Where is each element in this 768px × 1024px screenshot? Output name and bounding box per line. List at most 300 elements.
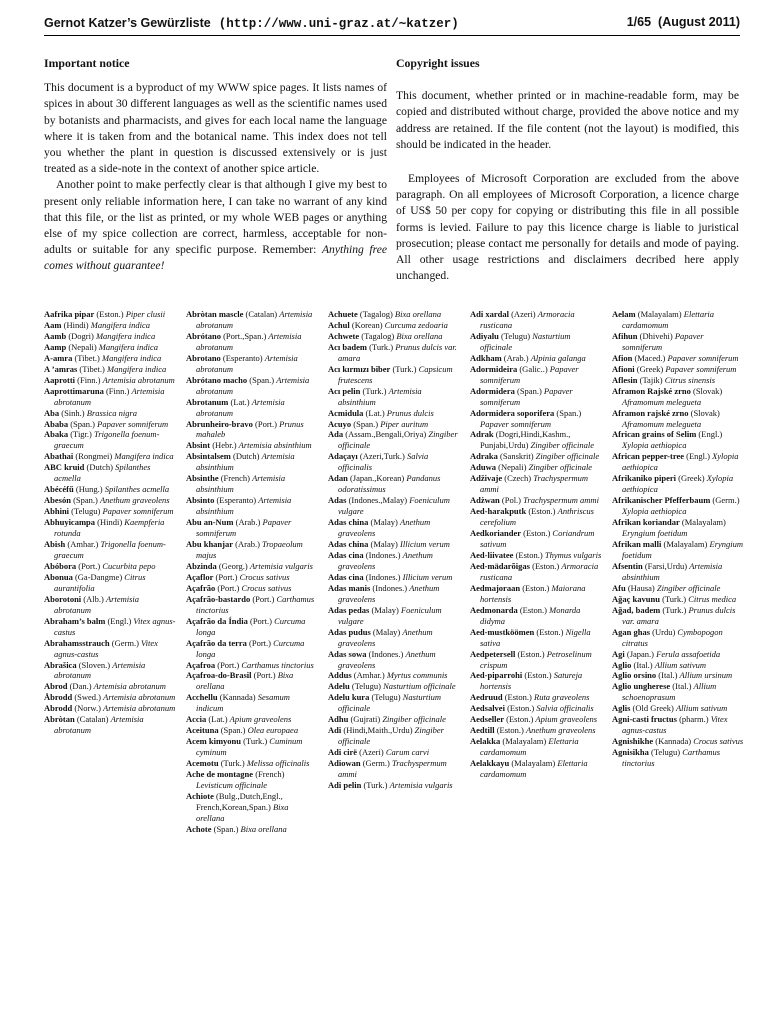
- entry-term: Açafrão da terra: [186, 637, 247, 648]
- entry-term: Abu khanjar: [186, 539, 234, 550]
- entry-botanical-name: Bixa orellana: [396, 330, 443, 341]
- entry-language: (Azeri): [359, 747, 384, 758]
- entry-botanical-name: Prunus dulcis: [386, 407, 434, 418]
- entry-botanical-name: Olea europaea: [247, 725, 299, 736]
- entry-language: (Tibet.): [74, 352, 100, 363]
- index-entry: [328, 605, 460, 627]
- index-entry: [44, 429, 176, 451]
- entry-botanical-name: Anethum graveolens: [338, 648, 436, 670]
- entry-term: Afihun: [612, 330, 638, 341]
- entry-term: Achwete: [328, 330, 360, 341]
- entry-term: Ağaç kavunu: [612, 593, 660, 604]
- index-entry: [470, 649, 602, 671]
- entry-term: Aborotoni: [44, 593, 82, 604]
- entry-language: (Eston.): [517, 648, 545, 659]
- index-entry: [470, 605, 602, 627]
- entry-botanical-name: Artemisia absinthium: [196, 451, 295, 473]
- entry-botanical-name: Cuminum cyminum: [196, 736, 303, 758]
- entry-botanical-name: Salvia officinalis: [536, 703, 594, 714]
- index-entry: [470, 506, 602, 528]
- entry-botanical-name: Anethum graveolens: [338, 549, 433, 571]
- entry-language: (Assam.,Bengali,Oriya): [345, 429, 427, 440]
- entry-botanical-name: Crocus sativus: [241, 582, 292, 593]
- entry-language: (Malay): [371, 604, 399, 615]
- entry-botanical-name: Artemisia abrotanum: [54, 659, 146, 681]
- entry-term: Açaflor: [186, 571, 214, 582]
- entry-language: (Malayalam): [502, 736, 547, 747]
- entry-language: (Malay): [370, 539, 398, 550]
- entry-term: Adas pudus: [328, 626, 371, 637]
- index-entry: [328, 386, 460, 408]
- index-entry: [44, 342, 176, 353]
- entry-term: Afion: [612, 352, 633, 363]
- index-entry: [44, 517, 176, 539]
- entry-botanical-name: Nasturtium officinale: [480, 330, 571, 352]
- entry-language: (Lat.): [365, 407, 385, 418]
- entry-term: Acmidula: [328, 407, 364, 418]
- entry-botanical-name: Allium sativum: [675, 703, 728, 714]
- entry-language: (Span.): [556, 407, 582, 418]
- entry-term: Aedmajoraan: [470, 582, 521, 593]
- index-entry: [612, 375, 744, 386]
- index-entry: [186, 692, 318, 714]
- entry-language: (Eston.): [515, 549, 543, 560]
- index-entry: [328, 320, 460, 331]
- entry-language: (Pol.): [501, 495, 522, 506]
- entry-term: Abrodd: [44, 703, 73, 714]
- index-entry: [328, 495, 460, 517]
- entry-botanical-name: Allium ursinum: [679, 670, 733, 681]
- entry-language: (Span.): [249, 374, 275, 385]
- index-entry: [470, 550, 602, 561]
- entry-language: (Arab.): [235, 517, 261, 528]
- entry-term: Adas: [328, 495, 347, 506]
- entry-language: (Port.): [217, 659, 240, 670]
- entry-botanical-name: Aframomum melegueta: [622, 418, 702, 429]
- index-entry: [186, 660, 318, 671]
- index-entry: [44, 703, 176, 714]
- entry-term: Açafroa: [186, 659, 216, 670]
- entry-botanical-name: Artemisia abrotanum: [196, 309, 313, 330]
- entry-language: (Telugu): [351, 681, 382, 692]
- entry-term: Adi pelin: [328, 779, 362, 790]
- index-entry: [186, 583, 318, 594]
- entry-term: Abhini: [44, 506, 70, 517]
- entry-botanical-name: Zingiber officinale: [656, 582, 721, 593]
- entry-term: African pepper-tree: [612, 451, 684, 462]
- entry-term: Aedmonarda: [470, 604, 518, 615]
- index-entry: [44, 451, 176, 462]
- entry-language: (Tagalog): [361, 330, 395, 341]
- index-entry: [328, 627, 460, 649]
- index-entry: [186, 725, 318, 736]
- entry-language: (Esperanto): [222, 352, 263, 363]
- entry-term: Aglio: [612, 659, 632, 670]
- entry-term: Açafrão: [186, 582, 216, 593]
- index-entry: [470, 736, 602, 758]
- entry-language: (Eston.): [532, 560, 560, 571]
- index-entry: [470, 386, 602, 408]
- entry-term: Aedtill: [470, 725, 495, 736]
- entry-language: (Hausa): [627, 582, 655, 593]
- index-entry: [44, 660, 176, 682]
- header-left: [44, 15, 459, 31]
- index-entry: [470, 627, 602, 649]
- entry-botanical-name: Papaver somniferum: [665, 363, 737, 374]
- entry-language: (Amhar.): [67, 539, 99, 550]
- entry-botanical-name: Nasturtium officinale: [383, 681, 456, 692]
- entry-botanical-name: Kaempferia rotunda: [54, 517, 165, 539]
- index-entry: [328, 429, 460, 451]
- index-entry: [612, 703, 744, 714]
- entry-term: Acı pelin: [328, 385, 361, 396]
- index-entry: [44, 320, 176, 331]
- entry-botanical-name: Anethum graveolens: [338, 582, 440, 604]
- entry-botanical-name: Artemisia abrotanum: [54, 714, 144, 736]
- important-notice-heading: Important notice: [44, 56, 130, 70]
- entry-botanical-name: Artemisia vulgaris: [389, 779, 453, 790]
- index-entry: [44, 331, 176, 342]
- entry-term: Abesón: [44, 495, 71, 506]
- entry-term: Adas cina: [328, 549, 364, 560]
- entry-language: (Indones.): [365, 549, 401, 560]
- entry-term: A-amra: [44, 352, 73, 363]
- entry-botanical-name: Ferula assafoetida: [656, 648, 721, 659]
- index-entry: [612, 309, 744, 331]
- index-entry: [470, 473, 602, 495]
- entry-term: Afsentin: [612, 560, 643, 571]
- entry-term: A ’amras: [44, 363, 78, 374]
- entry-language: (Hindi): [97, 517, 123, 528]
- entry-term: Aedkoriander: [470, 528, 521, 539]
- entry-language: (Malayalam): [511, 758, 556, 769]
- copyright-paragraph-1: This document, whether printed or in machine-readable form, may be copied and distributed without charge, provided the above notice and my address are retained. If the file content (not the layout) is modified, this should be indicated in the header.: [396, 89, 739, 151]
- entry-botanical-name: Thymus vulgaris: [544, 549, 602, 560]
- index-entry: [186, 397, 318, 419]
- index-entry: [328, 780, 460, 791]
- entry-botanical-name: Allium schoenoprasum: [622, 681, 717, 703]
- entry-botanical-name: Allium sativum: [654, 659, 706, 670]
- entry-botanical-name: Brassica nigra: [86, 407, 138, 418]
- entry-term: Açafrão da Índia: [186, 615, 248, 626]
- entry-term: Aaprotti: [44, 374, 76, 385]
- entry-term: Ache de montagne: [186, 769, 254, 780]
- entry-language: (Azeri): [511, 309, 536, 319]
- entry-term: Adas sowa: [328, 648, 367, 659]
- entry-botanical-name: Piper auritum: [380, 418, 429, 429]
- entry-botanical-name: Nigella sativa: [480, 626, 591, 648]
- entry-term: Agi: [612, 648, 625, 659]
- index-entry: [328, 550, 460, 572]
- entry-language: (Hebr.): [212, 440, 237, 451]
- entry-botanical-name: Mangifera indica: [106, 363, 167, 374]
- entry-language: (Finn.): [105, 385, 130, 396]
- entry-term: Aglio orsino: [612, 670, 657, 681]
- entry-language: (Port.): [250, 615, 272, 626]
- entry-language: (Germ.): [362, 758, 390, 769]
- entry-botanical-name: Eryngium foetidum: [622, 539, 744, 560]
- entry-language: (Slovak): [690, 407, 720, 418]
- entry-botanical-name: Artemisia abrotanum: [103, 703, 176, 714]
- entry-language: (Eston.): [507, 703, 535, 714]
- entry-botanical-name: Vitex agnus-castus: [54, 615, 176, 637]
- entry-term: Abu an-Num: [186, 517, 234, 528]
- entry-botanical-name: Crocus sativus: [693, 736, 744, 747]
- index-entry: [44, 364, 176, 375]
- entry-term: Acemotu: [186, 758, 219, 769]
- entry-language: (Tibet.): [79, 363, 105, 374]
- entry-botanical-name: Artemisia absinthium: [238, 440, 312, 451]
- entry-language: (Maced.): [634, 352, 666, 363]
- entry-term: Abrótano macho: [186, 374, 248, 385]
- index-entry: [612, 561, 744, 583]
- entry-language: (pharm.): [679, 714, 709, 725]
- entry-botanical-name: Tropaeolum majus: [196, 539, 303, 560]
- index-entry: [328, 517, 460, 539]
- entry-language: (Ital.): [633, 659, 653, 670]
- index-entry: [44, 616, 176, 638]
- index-entry: [328, 539, 460, 550]
- index-entry: [612, 331, 744, 353]
- index-entry: [328, 364, 460, 386]
- entry-botanical-name: Trachyspermum ammi: [523, 495, 599, 506]
- entry-term: Afioni: [612, 363, 635, 374]
- index-entry: [328, 331, 460, 342]
- entry-term: Adi cirë: [328, 747, 358, 758]
- entry-term: Abhuyicampa: [44, 517, 96, 528]
- entry-language: (Japan.): [626, 648, 655, 659]
- entry-term: Aedsalvei: [470, 703, 505, 714]
- entry-botanical-name: Papaver somniferum: [622, 330, 704, 352]
- entry-botanical-name: Carthamus tinctorius: [622, 747, 721, 769]
- entry-language: (Catalan): [76, 714, 109, 725]
- index-entry: [612, 714, 744, 736]
- entry-language: (Germ.): [712, 495, 740, 506]
- entry-language: (Hung.): [75, 484, 103, 495]
- entry-language: (Malayalam): [681, 517, 726, 528]
- entry-language: (Greek): [678, 473, 705, 484]
- entry-botanical-name: Citrus aurantifolia: [54, 571, 146, 593]
- entry-term: Accia: [186, 714, 207, 725]
- entry-term: Adas manis: [328, 582, 371, 593]
- entry-term: Abròtan: [44, 714, 75, 725]
- entry-language: (Indones.): [365, 571, 401, 582]
- entry-term: Ağad, badem: [612, 604, 661, 615]
- entry-term: Adas china: [328, 539, 369, 550]
- header-url[interactable]: (http://www.uni-graz.at/∼katzer): [218, 17, 459, 31]
- entry-botanical-name: Armoracia rusticana: [480, 309, 575, 330]
- entry-language: (Japan.,Korean): [349, 473, 405, 484]
- entry-botanical-name: Xylopia aethiopica: [622, 440, 687, 451]
- entry-language: (Engl.): [107, 615, 132, 626]
- entry-language: (Turk.): [662, 604, 687, 615]
- entry-language: (Amhar.): [353, 670, 385, 681]
- index-entry: [612, 583, 744, 594]
- index-entry: [328, 451, 460, 473]
- entry-term: Absintalsem: [186, 451, 231, 462]
- entry-language: (Farsi,Urdu): [644, 560, 688, 571]
- entry-botanical-name: Mangifera indica: [95, 330, 156, 341]
- index-entry: [186, 769, 318, 791]
- entry-botanical-name: Trachyspermum ammi: [480, 473, 589, 495]
- index-entry: [328, 681, 460, 692]
- index-entry: [470, 364, 602, 386]
- entry-term: Abraham’s balm: [44, 615, 106, 626]
- entry-term: Abonua: [44, 571, 73, 582]
- entry-term: Agni-casti fructus: [612, 714, 677, 725]
- entry-language: (Lat.): [230, 396, 250, 407]
- notice-paragraph-1: This document is a byproduct of my WWW spice pages. It lists names of spices in about 30 different languages as well as the scientific names used by botanists and pharmacists, and gives for each local name the language where it is taken from and the botanical name. This index does not tell you whether the plant in question is discussed extensively or is just treated as a side-note in the context of another spice article.: [44, 81, 387, 176]
- entry-botanical-name: Alpinia galanga: [530, 352, 586, 363]
- index-entry: [328, 309, 460, 320]
- entry-term: Aed-harakputk: [470, 506, 527, 517]
- entry-botanical-name: Elettaria cardamomum: [622, 309, 714, 330]
- index-entry: [186, 309, 318, 331]
- entry-term: Adormidera soporifera: [470, 407, 555, 418]
- entry-language: (Tigr.): [70, 429, 92, 440]
- entry-language: (Eston.): [523, 528, 551, 539]
- entry-language: (Old Greek): [632, 703, 674, 714]
- entry-language: (Tagalog): [359, 309, 393, 319]
- index-entry: [470, 353, 602, 364]
- entry-botanical-name: Piper clusii: [125, 309, 166, 319]
- entry-term: Aflesin: [612, 374, 638, 385]
- entry-botanical-name: Papaver somniferum: [97, 418, 169, 429]
- index-column-4: [470, 309, 602, 1021]
- entry-term: Aedseller: [470, 714, 504, 725]
- entry-term: Abrod: [44, 681, 68, 692]
- index-entry: [470, 309, 602, 331]
- entry-botanical-name: Prunus dulcis var. amara: [622, 604, 736, 626]
- entry-term: Aglis: [612, 703, 631, 714]
- document-title: Gernot Katzer’s Gewürzliste: [44, 16, 211, 30]
- entry-term: Åbrodd: [44, 692, 73, 703]
- index-entry: [328, 419, 460, 430]
- entry-language: (French): [220, 473, 250, 484]
- entry-term: Ada: [328, 429, 344, 440]
- entry-language: (Port.): [255, 418, 277, 429]
- entry-language: (Kannada): [655, 736, 692, 747]
- copyright-issues-section: [396, 55, 739, 284]
- entry-botanical-name: Zingiber officinale: [528, 462, 593, 473]
- entry-term: Achiote: [186, 790, 214, 801]
- entry-term: Absinto: [186, 495, 215, 506]
- entry-language: (Nepali): [68, 341, 97, 352]
- entry-botanical-name: Monarda didyma: [480, 604, 581, 626]
- entry-language: (Port.): [249, 637, 271, 648]
- index-entry: [186, 594, 318, 616]
- entry-term: Abécéfű: [44, 484, 74, 495]
- page-number: 1/65: [626, 15, 652, 29]
- entry-language: (Esperanto): [216, 495, 257, 506]
- entry-language: (Port.): [217, 582, 240, 593]
- entry-language: (Span.): [353, 418, 379, 429]
- entry-botanical-name: Papaver somniferum: [480, 363, 579, 385]
- entry-term: Aedpetersell: [470, 648, 516, 659]
- notice-paragraph-2: [44, 177, 387, 274]
- entry-language: (Telugu): [650, 747, 681, 758]
- entry-language: (Gujrati): [350, 714, 381, 725]
- entry-botanical-name: Foeniculum vulgare: [338, 495, 450, 517]
- entry-language: (Arab.): [235, 539, 260, 550]
- index-entry: [612, 495, 744, 517]
- index-entry: [44, 495, 176, 506]
- index-entry: [186, 473, 318, 495]
- entry-language: (Korean): [351, 319, 383, 330]
- entry-botanical-name: Elettaria cardamomum: [480, 758, 588, 780]
- entry-language: (Port.): [215, 571, 238, 582]
- index-entry: [612, 660, 744, 671]
- entry-term: Abaka: [44, 429, 69, 440]
- index-entry: [612, 594, 744, 605]
- index-entry: [612, 386, 744, 408]
- index-entry: [470, 451, 602, 462]
- index-entry: [470, 670, 602, 692]
- index-entry: [470, 758, 602, 780]
- entry-term: Adživaje: [470, 473, 503, 484]
- index-entry: [186, 375, 318, 397]
- index-entry: [44, 375, 176, 386]
- index-entry: [612, 451, 744, 473]
- entry-term: Aduwa: [470, 462, 496, 473]
- entry-botanical-name: Anthriscus cerefolium: [480, 506, 594, 528]
- entry-term: Aamp: [44, 341, 67, 352]
- index-entry: [44, 638, 176, 660]
- entry-language: (Port.): [253, 670, 276, 681]
- entry-term: Adan: [328, 473, 348, 484]
- entry-term: Afrikanischer Pfefferbaum: [612, 495, 711, 506]
- entry-botanical-name: Cucurbita pepo: [102, 560, 156, 571]
- entry-term: Aelakka: [470, 736, 501, 747]
- entry-language: (Sinh.): [61, 407, 85, 418]
- entry-term: Afrikan koriandar: [612, 517, 680, 528]
- index-entry: [612, 649, 744, 660]
- entry-botanical-name: Anethum graveolens: [338, 626, 433, 648]
- index-entry: [328, 670, 460, 681]
- index-entry: [470, 692, 602, 703]
- entry-term: Adhu: [328, 714, 349, 725]
- entry-language: (Greek): [636, 363, 664, 374]
- entry-botanical-name: Artemisia abrotanum: [196, 330, 302, 352]
- entry-language: (Turk.): [220, 758, 245, 769]
- entry-language: (Dogri): [68, 330, 94, 341]
- entry-language: (Eston.): [522, 582, 550, 593]
- entry-language: (Eston.): [536, 626, 564, 637]
- entry-botanical-name: Artemisia absinthium: [338, 385, 422, 407]
- index-entry: [44, 594, 176, 616]
- index-entry: [470, 495, 602, 506]
- index-entry: [186, 331, 318, 353]
- entry-term: Açafrão-bastardo: [186, 593, 251, 604]
- entry-term: Adżwan: [470, 495, 500, 506]
- entry-botanical-name: Mangifera indica: [90, 319, 151, 330]
- entry-botanical-name: Xylopia aethiopica: [622, 451, 739, 473]
- index-entry: [44, 386, 176, 408]
- entry-language: (Rongmei): [75, 451, 113, 462]
- page-header: [44, 13, 740, 36]
- entry-language: (Engl.): [698, 429, 723, 440]
- entry-language: (Port.): [252, 593, 275, 604]
- entry-term: Aed-mustköömen: [470, 626, 535, 637]
- entry-language: (Sloven.): [78, 659, 111, 670]
- index-entry: [328, 649, 460, 671]
- entry-botanical-name: Vitex agnus-castus: [622, 714, 728, 736]
- index-entry: [186, 791, 318, 824]
- entry-language: (Port.,Span.): [223, 330, 267, 341]
- entry-term: Aed-mädarõigas: [470, 560, 530, 571]
- entry-term: Adelu kura: [328, 692, 370, 703]
- entry-botanical-name: Bixa orellana: [394, 309, 442, 319]
